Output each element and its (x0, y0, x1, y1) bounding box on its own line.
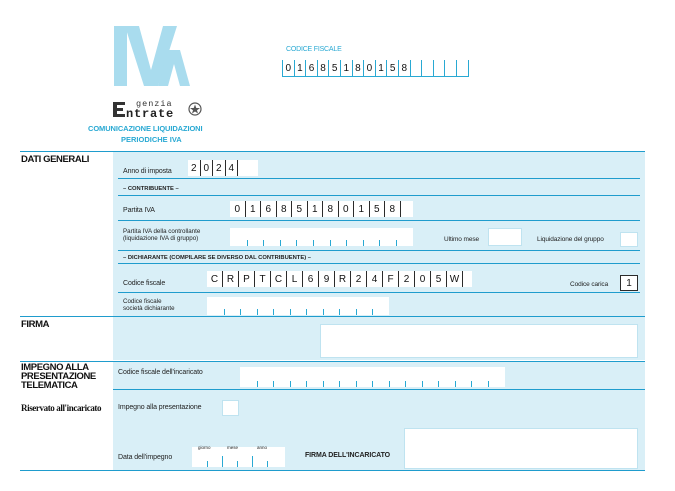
codice-carica-field[interactable] (620, 275, 638, 291)
impegno-field[interactable] (222, 400, 239, 416)
partita-ctrl-label-1: Partita IVA della controllante (123, 228, 201, 235)
partita-ctrl-field[interactable] (230, 228, 413, 246)
cell-divider (339, 309, 340, 315)
cell-divider (222, 456, 223, 467)
dichiarante-cf-field[interactable] (207, 271, 472, 287)
liquidazione-gruppo-field[interactable] (620, 232, 638, 247)
section-impegno: IMPEGNO ALLA PRESENTAZIONE TELEMATICA (21, 362, 96, 391)
cell-divider (247, 240, 248, 246)
cell-divider (396, 240, 397, 246)
cell-divider (438, 381, 439, 387)
cell-divider (372, 309, 373, 315)
cell-divider (471, 381, 472, 387)
cell-divider (356, 381, 357, 387)
char-cell: 5 (387, 60, 399, 76)
char-cell: 1 (295, 60, 307, 76)
char-cell: 6 (303, 271, 319, 287)
cell-divider (488, 381, 489, 387)
cell-divider (323, 381, 324, 387)
cell-divider (405, 381, 406, 387)
firma-incaricato-field[interactable] (404, 428, 638, 469)
cf-societa-label-2: società dichiarante (123, 305, 175, 312)
char-cell: T (255, 271, 271, 287)
char-cell: 4 (367, 271, 383, 287)
partita-iva-field[interactable] (230, 201, 413, 217)
char-cell: 5 (370, 201, 386, 217)
cell-divider (273, 309, 274, 315)
char-cell: 0 (283, 60, 295, 76)
cell-divider (389, 381, 390, 387)
char-cell: 8 (385, 201, 401, 217)
cell-divider (252, 456, 253, 467)
char-cell: 5 (329, 60, 341, 76)
char-cell: 4 (226, 160, 239, 176)
cell-divider (273, 381, 274, 387)
cell-divider (356, 309, 357, 315)
char-cell: 1 (354, 201, 370, 217)
form-title-2: PERIODICHE IVA (121, 135, 182, 144)
partita-iva-label: Partita IVA (123, 207, 155, 214)
cell-divider (296, 240, 297, 246)
cf-societa-label-1: Codice fiscale (123, 298, 162, 305)
cell-divider (263, 240, 264, 246)
cell-divider (290, 381, 291, 387)
firma-field[interactable] (320, 324, 638, 358)
char-cell: 5 (292, 201, 308, 217)
char-cell: 6 (261, 201, 277, 217)
char-cell: 8 (277, 201, 293, 217)
cell-divider (237, 461, 238, 467)
firma-incaricato-label: FIRMA DELL'INCARICATO (305, 452, 390, 459)
codice-carica-label: Codice carica (570, 281, 609, 288)
cell-divider (207, 461, 208, 467)
header-cf-label: CODICE FISCALE (286, 46, 342, 53)
char-cell: R (223, 271, 239, 287)
char-cell: 0 (364, 60, 376, 76)
cell-divider (306, 309, 307, 315)
cell-divider (313, 240, 314, 246)
char-cell (457, 60, 469, 76)
char-cell: P (239, 271, 255, 287)
section-firma: FIRMA (21, 319, 50, 330)
char-cell: 2 (351, 271, 367, 287)
char-cell: F (383, 271, 399, 287)
cell-divider (363, 240, 364, 246)
data-impegno-field[interactable] (192, 447, 285, 467)
cell-divider (257, 309, 258, 315)
data-impegno-label: Data dell'impegno (118, 454, 173, 461)
cell-divider (280, 240, 281, 246)
cf-incaricato-field[interactable] (240, 367, 505, 387)
char-cell: 1 (376, 60, 388, 76)
char-cell: 8 (353, 60, 365, 76)
cell-divider (240, 309, 241, 315)
cell-divider (379, 240, 380, 246)
char-cell: L (287, 271, 303, 287)
mese-label: mese (227, 445, 239, 450)
liquidazione-gruppo-label: Liquidazione del gruppo (537, 236, 604, 243)
header-cf-field[interactable] (282, 60, 469, 77)
char-cell: 8 (323, 201, 339, 217)
char-cell: 6 (306, 60, 318, 76)
cf-incaricato-label: Codice fiscale dell'incaricato (118, 369, 203, 376)
cell-divider (290, 309, 291, 315)
char-cell: C (271, 271, 287, 287)
cell-divider (339, 381, 340, 387)
char-cell: 2 (188, 160, 201, 176)
section-riservato: Riservato all'incaricato (21, 403, 102, 413)
form-title-1: COMUNICAZIONE LIQUIDAZIONI (88, 124, 203, 133)
section-dati-generali: DATI GENERALI (21, 154, 89, 165)
char-cell: 0 (339, 201, 355, 217)
codice-carica-value: 1 (626, 277, 632, 289)
agency-logo (110, 99, 210, 121)
char-cell (411, 60, 423, 76)
char-cell: 1 (308, 201, 324, 217)
char-cell: 0 (201, 160, 214, 176)
dichiarante-cf-label: Codice fiscale (123, 280, 166, 287)
agency-line1: genzia (136, 99, 173, 109)
char-cell: C (207, 271, 223, 287)
anno-label: Anno di imposta (123, 168, 172, 175)
impegno-label: Impegno alla presentazione (118, 404, 202, 411)
char-cell: W (447, 271, 463, 287)
char-cell (422, 60, 434, 76)
char-cell: 2 (399, 271, 415, 287)
char-cell: 9 (319, 271, 335, 287)
anno-field[interactable] (188, 160, 258, 176)
anno-label-small: anno (257, 445, 268, 450)
char-cell (434, 60, 446, 76)
cell-divider (323, 309, 324, 315)
partita-ctrl-label-2: (liquidazione IVA di gruppo) (123, 235, 199, 242)
cell-divider (267, 461, 268, 467)
emblem-icon (188, 102, 202, 116)
char-cell (445, 60, 457, 76)
char-cell: 2 (213, 160, 226, 176)
contribuente-label: – CONTRIBUENTE – (123, 186, 179, 192)
cell-divider (306, 381, 307, 387)
char-cell: 1 (246, 201, 262, 217)
cf-societa-field[interactable] (207, 297, 389, 315)
cell-divider (455, 381, 456, 387)
cell-divider (224, 309, 225, 315)
ultimo-mese-field[interactable] (488, 228, 522, 246)
cell-divider (372, 381, 373, 387)
char-cell: 0 (230, 201, 246, 217)
char-cell: 5 (431, 271, 447, 287)
agency-line2: ntrate (126, 107, 175, 121)
dichiarante-label: – DICHIARANTE (COMPILARE SE DIVERSO DAL CONTRIBUENTE) – (123, 255, 311, 261)
iva-logo (108, 20, 198, 92)
ultimo-mese-label: Ultimo mese (444, 236, 480, 243)
cell-divider (257, 381, 258, 387)
cell-divider (422, 381, 423, 387)
char-cell: 8 (399, 60, 411, 76)
giorno-label: giorno (198, 445, 211, 450)
char-cell: 0 (415, 271, 431, 287)
cell-divider (330, 240, 331, 246)
cell-divider (346, 240, 347, 246)
char-cell: R (335, 271, 351, 287)
char-cell: 1 (341, 60, 353, 76)
char-cell: 8 (318, 60, 330, 76)
